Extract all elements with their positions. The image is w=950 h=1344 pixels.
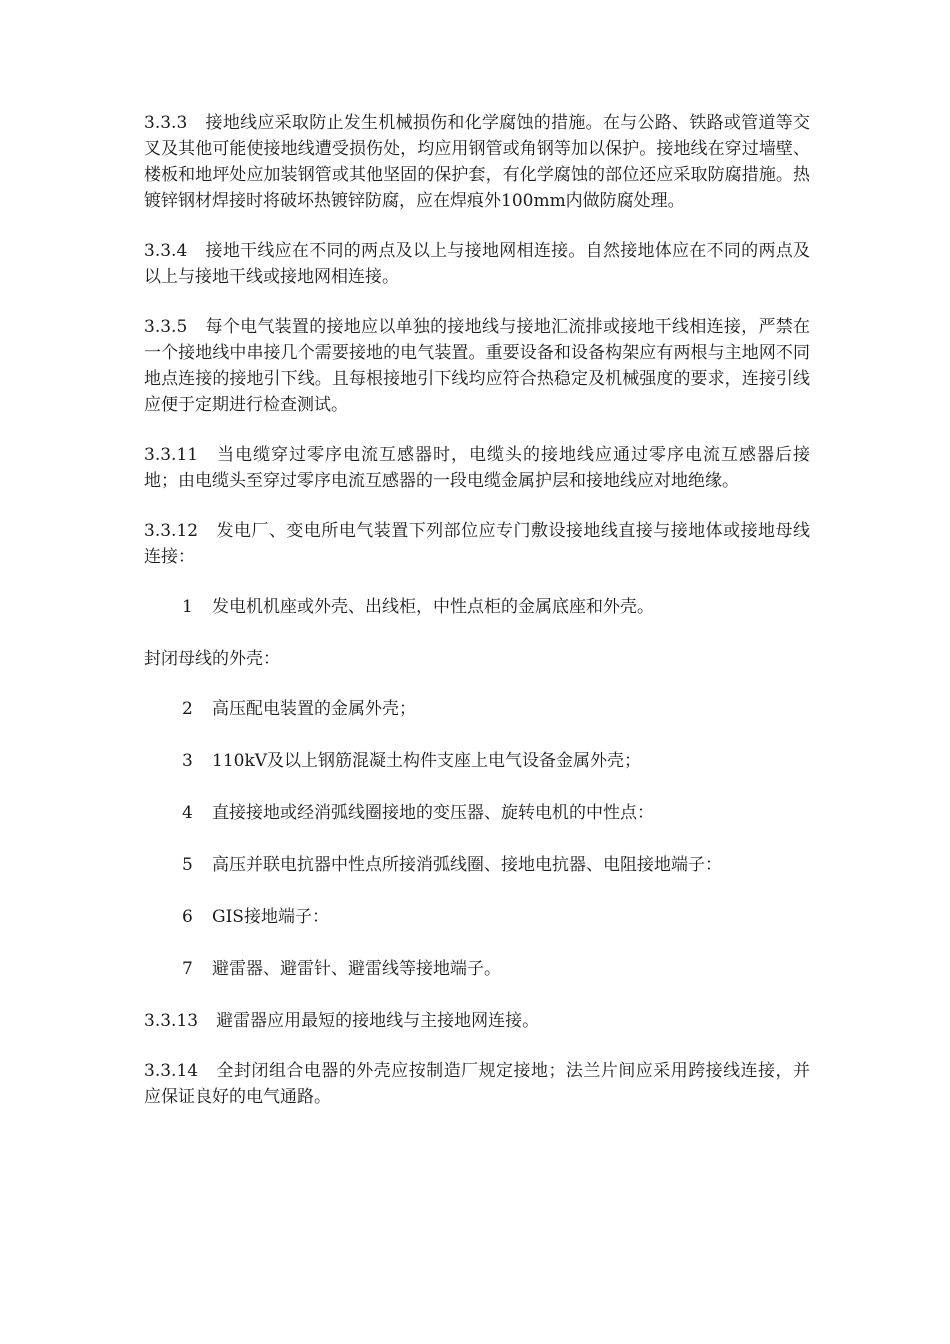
clause-text: 全封闭组合电器的外壳应按制造厂规定接地；法兰片间应采用跨接线连接，并应保证良好的电气通路。	[144, 1061, 810, 1107]
list-text: GIS接地端子：	[212, 907, 329, 927]
list-item-1	[144, 594, 810, 620]
clause-number: 3.3.13	[144, 1011, 199, 1031]
list-text: 直接接地或经消弧线圈接地的变压器、旋转电机的中性点：	[212, 803, 654, 823]
document-page	[144, 110, 810, 1134]
clause-3-3-11	[144, 442, 810, 494]
list-text: 避雷器、避雷针、避雷线等接地端子。	[212, 959, 501, 979]
list-item-4	[144, 800, 810, 826]
list-item-7	[144, 956, 810, 982]
list-item-2	[144, 696, 810, 722]
clause-text: 接地线应采取防止发生机械损伤和化学腐蚀的措施。在与公路、铁路或管道等交叉及其他可能使接地线遭受损伤处，均应用钢管或角钢等加以保护。接地线在穿过墙壁、楼板和地坪处应加装钢管或其他坚固的保护套，有化学腐蚀的部位还应采取防腐措施。热镀锌钢材焊接时将破坏热镀锌防腐，应在焊痕外100mm内做防腐处理。	[144, 113, 810, 211]
list-text: 发电机机座或外壳、出线柜，中性点柜的金属底座和外壳。	[212, 597, 654, 617]
list-number: 2	[182, 699, 193, 719]
clause-3-3-5	[144, 314, 810, 418]
list-text: 高压配电装置的金属外壳；	[212, 699, 416, 719]
clause-number: 3.3.5	[144, 317, 188, 337]
list-number: 5	[182, 855, 193, 875]
clause-text: 避雷器应用最短的接地线与主接地网连接。	[216, 1011, 540, 1031]
list-number: 1	[182, 597, 193, 617]
standalone-line: 封闭母线的外壳：	[144, 649, 280, 669]
clause-number: 3.3.11	[144, 445, 199, 465]
clause-3-3-13	[144, 1008, 810, 1034]
clause-3-3-14	[144, 1058, 810, 1110]
clause-number: 3.3.4	[144, 241, 188, 261]
list-text: 高压并联电抗器中性点所接消弧线圈、接地电抗器、电阻接地端子：	[212, 855, 722, 875]
list-number: 6	[182, 907, 193, 927]
clause-number: 3.3.12	[144, 521, 199, 541]
clause-text: 当电缆穿过零序电流互感器时，电缆头的接地线应通过零序电流互感器后接地；由电缆头至穿过零序电流互感器的一段电缆金属护层和接地线应对地绝缘。	[144, 445, 810, 491]
list-item-5	[144, 852, 810, 878]
clause-text: 每个电气装置的接地应以单独的接地线与接地汇流排或接地干线相连接，严禁在一个接地线中串接几个需要接地的电气装置。重要设备和设备构架应有两根与主地网不同地点连接的接地引下线。且每根接地引下线均应符合热稳定及机械强度的要求，连接引线应便于定期进行检查测试。	[144, 317, 810, 415]
list-item-6	[144, 904, 810, 930]
list-number: 4	[182, 803, 193, 823]
list-item-3	[144, 748, 810, 774]
clause-3-3-12	[144, 518, 810, 570]
clause-number: 3.3.14	[144, 1061, 199, 1081]
list-text: 110kV及以上钢筋混凝土构件支座上电气设备金属外壳；	[212, 751, 642, 771]
clause-3-3-3	[144, 110, 810, 214]
clause-number: 3.3.3	[144, 113, 188, 133]
clause-text: 接地干线应在不同的两点及以上与接地网相连接。自然接地体应在不同的两点及以上与接地干线或接地网相连接。	[144, 241, 810, 287]
list-number: 7	[182, 959, 193, 979]
list-number: 3	[182, 751, 193, 771]
clause-3-3-4	[144, 238, 810, 290]
clause-text: 发电厂、变电所电气装置下列部位应专门敷设接地线直接与接地体或接地母线连接：	[144, 521, 810, 567]
